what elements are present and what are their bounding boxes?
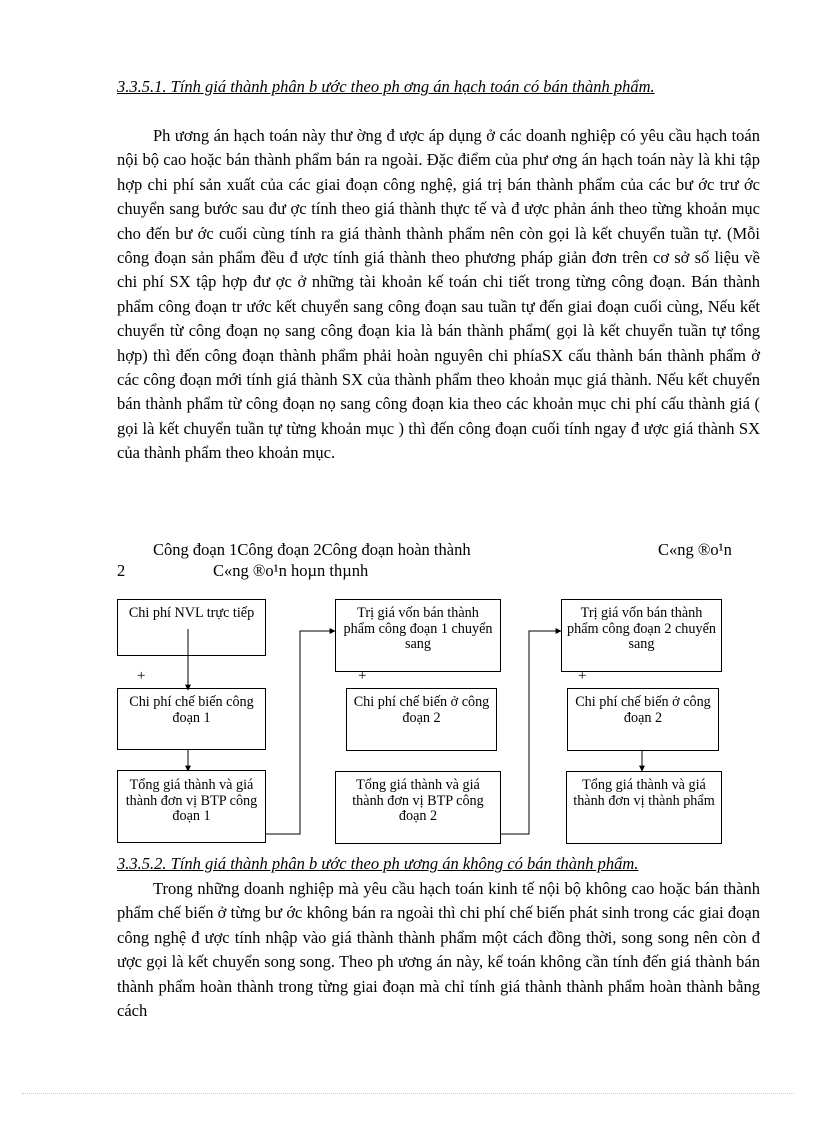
box-processing-cost-2 xyxy=(346,688,497,751)
box-processing-cost-1-text: Chi phí chế biến công đoạn 1 xyxy=(129,694,254,726)
arrow-c2-to-c3 xyxy=(501,631,561,834)
section-paragraph-1: Ph ương án hạch toán này thư ờng đ ược áp dụng ở các doanh nghiệp có yêu cầu hạch toán nội bộ cao hoặc bán thành phẩm bán ra ngoài. Đặc điểm của phư ơng án hạch toán này là khi tập hợp chi phí sản xuất của các giai đoạn công nghệ, giá trị bán thành phẩm của các bư ớc trư ớc chuyển sang bước sau đư ợc tính theo giá thành thực tế và đ ược phản ánh theo từng khoản mục cho đến bư ớc cuối cùng tính ra giá thành thành phẩm nên còn gọi là kết chuyển tuần tự. (Mỗi công đoạn sản phẩm đều đ ược tính giá thành theo phương pháp giản đơn trên cơ sở số liệu về chi phí SX tập hợp đư ợc ở những tài khoản kế toán chi tiết trong từng công đoạn. Bán thành phẩm công đoạn tr ước kết chuyển sang công đoạn sau tuần tự đến giai đoạn cuối cùng, Nếu kết chuyển từ công đoạn nọ sang công đoạn kia là bán thành phẩm( gọi là kết chuyển tuần tự tổng hợp) thì đến công đoạn thành phẩm phải hoàn nguyên chi phíaSX cấu thành bán thành phẩm ở các công đoạn mới tính giá thành SX của thành phẩm theo khoản mục giá thành. Nếu kết chuyển bán thành phẩm từ công đoạn nọ sang công đoạn kia theo các khoản mục chi phí cấu thành giá ( gọi là kết chuyển tuần tự từng khoản mục ) thì đến công đoạn cuối tính ngay đ ược giá thành SX của thành phẩm theo khoản mục. xyxy=(117,126,760,463)
box-processing-cost-3 xyxy=(567,688,719,751)
arrow-c1-to-c2 xyxy=(266,631,335,834)
diagram-header-stages: Công đoạn 1Công đoạn 2Công đoạn hoàn thành xyxy=(153,540,471,559)
box-processing-cost-2-text: Chi phí chế biến ở công đoạn 2 xyxy=(353,694,490,726)
diagram-header-garbled: C«ng ®o¹n xyxy=(658,540,732,559)
plus-sign-1: + xyxy=(137,668,146,684)
box-total-cost-1-text: Tổng giá thành và giá thành đơn vị BTP công đoạn 1 xyxy=(125,777,258,824)
page-bottom-rule xyxy=(22,1093,794,1094)
plus-sign-2: + xyxy=(358,668,367,684)
box-transfer-value-2-text: Trị giá vốn bán thành phẩm công đoạn 2 chuyển sang xyxy=(567,605,716,652)
diagram-header-number: 2 xyxy=(117,561,126,580)
box-transfer-value-2 xyxy=(561,599,722,672)
box-transfer-value-1-text: Trị giá vốn bán thành phẩm công đoạn 1 chuyển sang xyxy=(343,605,493,652)
box-total-cost-1 xyxy=(117,770,266,843)
box-processing-cost-3-text: Chi phí chế biến ở công đoạn 2 xyxy=(575,694,711,726)
box-transfer-value-1 xyxy=(335,599,501,672)
box-total-cost-finished-text: Tổng giá thành và giá thành đơn vị thành phẩm xyxy=(573,777,715,809)
box-total-cost-2 xyxy=(335,771,501,844)
section-paragraph-2: Trong những doanh nghiệp mà yêu cầu hạch toán kinh tế nội bộ không cao hoặc bán thành phẩm chế biến ở từng bư ớc không bán ra ngoài thì chi phí chế biến phát sinh trong các giai đoạn công nghệ đ ược tính nhập vào giá thành thành phẩm một cách đồng thời, song song nên còn đ ược gọi là kết chuyển song song. Theo ph ương án này, kế toán không cần tính đến giá thành bán thành phẩm hoàn thành trong từng giai đoạn mà chỉ tính giá thành thành phẩm hoàn thành bằng cách xyxy=(117,879,760,1021)
section-heading-3-3-5-1: 3.3.5.1. Tính giá thành phân b ước theo ph ơng án hạch toán có bán thành phẩm. xyxy=(117,77,655,96)
section-heading-3-3-5-2: 3.3.5.2. Tính giá thành phân b ước theo ph ương án không có bán thành phẩm. xyxy=(117,854,639,873)
box-nvl-cost xyxy=(117,599,266,656)
box-nvl-cost-text: Chi phí NVL trực tiếp xyxy=(128,605,255,621)
box-total-cost-finished xyxy=(566,771,722,844)
plus-sign-3: + xyxy=(578,668,587,684)
diagram-header-garbled-2: C«ng ®o¹n hoµn thµnh xyxy=(213,561,369,580)
box-total-cost-2-text: Tổng giá thành và giá thành đơn vị BTP công đoạn 2 xyxy=(352,777,484,824)
box-processing-cost-1 xyxy=(117,688,266,750)
